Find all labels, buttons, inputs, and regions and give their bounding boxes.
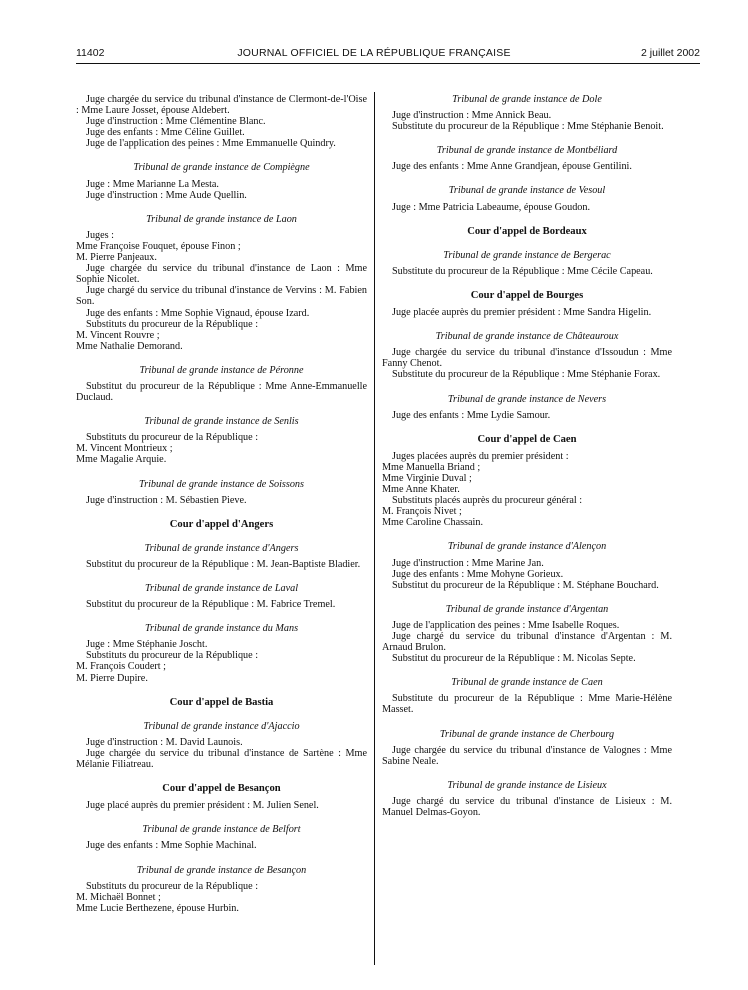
tribunal-heading: Tribunal de grande instance de Laval [144, 583, 299, 594]
name-line: M. Pierre Dupire. [76, 672, 148, 684]
tribunal-heading: Tribunal de grande instance de Besançon [136, 864, 307, 876]
appointment-entry: Juge des enfants : Mme Lydie Samour. [392, 409, 551, 421]
name-line: M. Vincent Montrieux ; [76, 443, 173, 455]
tribunal-heading: Tribunal de grande instance d'Alençon [447, 541, 607, 553]
tribunal-heading: Tribunal de grande instance de Bergerac [443, 249, 611, 261]
appointment-entry: Juge des enfants : Mme Anne Grandjean, épouse Gentilini. [392, 161, 632, 173]
tribunal-heading: Tribunal de grande instance de Caen [451, 677, 603, 689]
page-number: 11402 [76, 47, 105, 59]
header-rule [76, 63, 700, 64]
tribunal-heading: Tribunal de grande instance de Montbéliard [436, 145, 618, 157]
tribunal-heading: Tribunal de grande instance de Châteauroux [435, 331, 619, 343]
tribunal-heading: Tribunal de grande instance du Mans [144, 623, 299, 635]
tribunal-heading: Tribunal de grande instance de Cherbourg [439, 728, 615, 740]
tribunal-heading: Tribunal de grande instance de Compiègne [133, 162, 310, 174]
left-column [76, 94, 367, 914]
tribunal-heading: Tribunal de grande instance d'Angers [144, 542, 299, 554]
appointment-entry: Juges placées auprès du premier président : [392, 450, 569, 462]
tribunal-heading: Tribunal de grande instance de Vesoul [448, 185, 606, 197]
appointment-entry: Juge chargée du service du tribunal d'instance de Sartène : Mme Mélanie Filiatreau. [76, 747, 367, 771]
appointment-entry: Substitut du procureur de la République : M. Fabrice Tremel. [86, 599, 336, 611]
appointment-entry: Juge chargée du service du tribunal d'instance de Clermont-de-l'Oise : Mme Laure Josset, épouse Aldebert. [76, 94, 367, 117]
appointment-entry: Substitut du procureur de la République : M. Nicolas Septe. [392, 653, 636, 665]
name-line: M. François Coudert ; [76, 661, 166, 673]
appointment-entry: Juge d'instruction : Mme Aude Quellin. [86, 189, 247, 201]
appointment-entry: Substitute du procureur de la République : Mme Marie-Hélène Masset. [382, 693, 672, 716]
name-line: Mme Anne Khater. [382, 484, 460, 496]
appointment-entry: Juge de l'application des peines : Mme Isabelle Roques. [392, 619, 620, 631]
cour-heading: Cour d'appel de Caen [477, 433, 577, 445]
name-line: Mme Manuella Briand ; [382, 461, 481, 473]
tribunal-heading: Tribunal de grande instance de Lisieux [447, 779, 607, 791]
cour-heading: Cour d'appel de Bordeaux [467, 225, 587, 237]
tribunal-heading: Tribunal de grande instance d'Ajaccio [143, 720, 300, 732]
appointment-entry: Substituts du procureur de la République : [86, 650, 259, 662]
journal-title: JOURNAL OFFICIEL DE LA RÉPUBLIQUE FRANÇAISE [237, 47, 511, 59]
appointment-entry: Juge des enfants : Mme Sophie Machinal. [86, 840, 257, 852]
appointment-entry: Juge d'instruction : Mme Clémentine Blanc. [86, 116, 266, 128]
publication-date: 2 juillet 2002 [641, 47, 700, 59]
appointment-entry: Substituts du procureur de la République : [86, 318, 259, 330]
appointment-entry: Substituts du procureur de la République : [86, 432, 259, 444]
appointment-entry: Juge : Mme Marianne La Mesta. [86, 178, 219, 190]
appointment-entry: Juge placée auprès du premier président : Mme Sandra Higelin. [392, 307, 652, 319]
cour-heading: Cour d'appel de Bourges [470, 289, 584, 301]
name-line: Mme Nathalie Demorand. [76, 340, 183, 352]
appointment-entry: Juge : Mme Stéphanie Joscht. [86, 639, 208, 651]
appointment-entry: Substitute du procureur de la République : Mme Cécile Capeau. [392, 265, 653, 277]
appointment-entry: Juge chargé du service du tribunal d'instance d'Argentan : M. Arnaud Brulon. [382, 631, 672, 654]
appointment-entry: Substituts placés auprès du procureur général : [392, 495, 583, 507]
right-column [382, 94, 672, 818]
appointment-entry: Juge chargée du service du tribunal d'instance de Laon : Mme Sophie Nicolet. [76, 263, 367, 286]
appointment-entry: Substitut du procureur de la République : Mme Anne-Emmanuelle Duclaud. [76, 380, 367, 404]
appointment-entry: Substitut du procureur de la République : M. Stéphane Bouchard. [392, 579, 659, 591]
tribunal-heading: Tribunal de grande instance de Belfort [142, 824, 301, 836]
appointment-entry: Juge placé auprès du premier président : M. Julien Senel. [86, 800, 319, 812]
appointment-entry: Juge : Mme Patricia Labeaume, épouse Goudon. [392, 201, 591, 213]
name-line: Mme Françoise Fouquet, épouse Finon ; [76, 240, 241, 252]
tribunal-heading: Tribunal de grande instance de Soissons [139, 478, 304, 490]
column-divider [374, 92, 375, 965]
tribunal-heading: Tribunal de grande instance d'Argentan [445, 603, 609, 615]
tribunal-heading: Tribunal de grande instance de Péronne [139, 364, 304, 376]
appointment-entry: Substitut du procureur de la République : M. Jean-Baptiste Bladier. [86, 558, 361, 570]
appointment-entry: Juge chargé du service du tribunal d'instance de Vervins : M. Fabien Son. [76, 285, 367, 308]
cour-heading: Cour d'appel d'Angers [169, 518, 274, 530]
appointment-entry: Juge d'instruction : Mme Annick Beau. [392, 110, 552, 122]
appointment-entry: Juge chargé du service du tribunal d'instance de Lisieux : M. Manuel Delmas-Goyon. [382, 795, 672, 819]
name-line: M. François Nivet ; [382, 506, 462, 518]
tribunal-heading: Tribunal de grande instance de Senlis [144, 416, 299, 428]
appointment-entry: Juge chargée du service du tribunal d'instance d'Issoudun : Mme Fanny Chenot. [382, 347, 672, 370]
name-line: M. Vincent Rouvre ; [76, 329, 160, 341]
appointment-entry: Juge chargée du service du tribunal d'instance de Valognes : Mme Sabine Neale. [382, 744, 672, 767]
name-line: Mme Magalie Arquie. [76, 454, 167, 466]
appointment-entry: Substituts du procureur de la République : [86, 880, 259, 892]
page-header [0, 0, 748, 64]
tribunal-heading: Tribunal de grande instance de Laon [146, 213, 297, 225]
appointment-entry: Juge d'instruction : M. Sébastien Pieve. [86, 494, 247, 506]
cour-heading: Cour d'appel de Besançon [162, 783, 281, 795]
name-line: Mme Virginie Duval ; [382, 472, 472, 484]
cour-heading: Cour d'appel de Bastia [169, 696, 274, 708]
appointment-entry: Substitute du procureur de la République : Mme Stéphanie Forax. [392, 369, 661, 381]
name-line: Mme Lucie Berthezene, épouse Hurbin. [76, 902, 239, 914]
name-line: M. Pierre Panjeaux. [76, 252, 157, 264]
appointment-entry: Juge des enfants : Mme Sophie Vignaud, épouse Izard. [86, 307, 310, 319]
appointment-entry: Juge de l'application des peines : Mme Emmanuelle Quindry. [86, 138, 336, 150]
name-line: M. Michaël Bonnet ; [76, 891, 161, 903]
appointment-entry: Juge des enfants : Mme Céline Guillet. [86, 127, 245, 139]
appointment-entry: Juge des enfants : Mme Mohyne Gorieux. [392, 568, 564, 580]
appointment-entry: Substitute du procureur de la République : Mme Stéphanie Benoit. [392, 121, 664, 133]
name-line: Mme Caroline Chassain. [382, 517, 484, 529]
tribunal-heading: Tribunal de grande instance de Dole [452, 94, 602, 105]
appointment-entry: Juge d'instruction : M. David Launois. [86, 736, 243, 748]
tribunal-heading: Tribunal de grande instance de Nevers [447, 393, 607, 405]
appointment-entry: Juge d'instruction : Mme Marine Jan. [392, 557, 544, 569]
appointment-entry: Juges : [86, 229, 115, 241]
